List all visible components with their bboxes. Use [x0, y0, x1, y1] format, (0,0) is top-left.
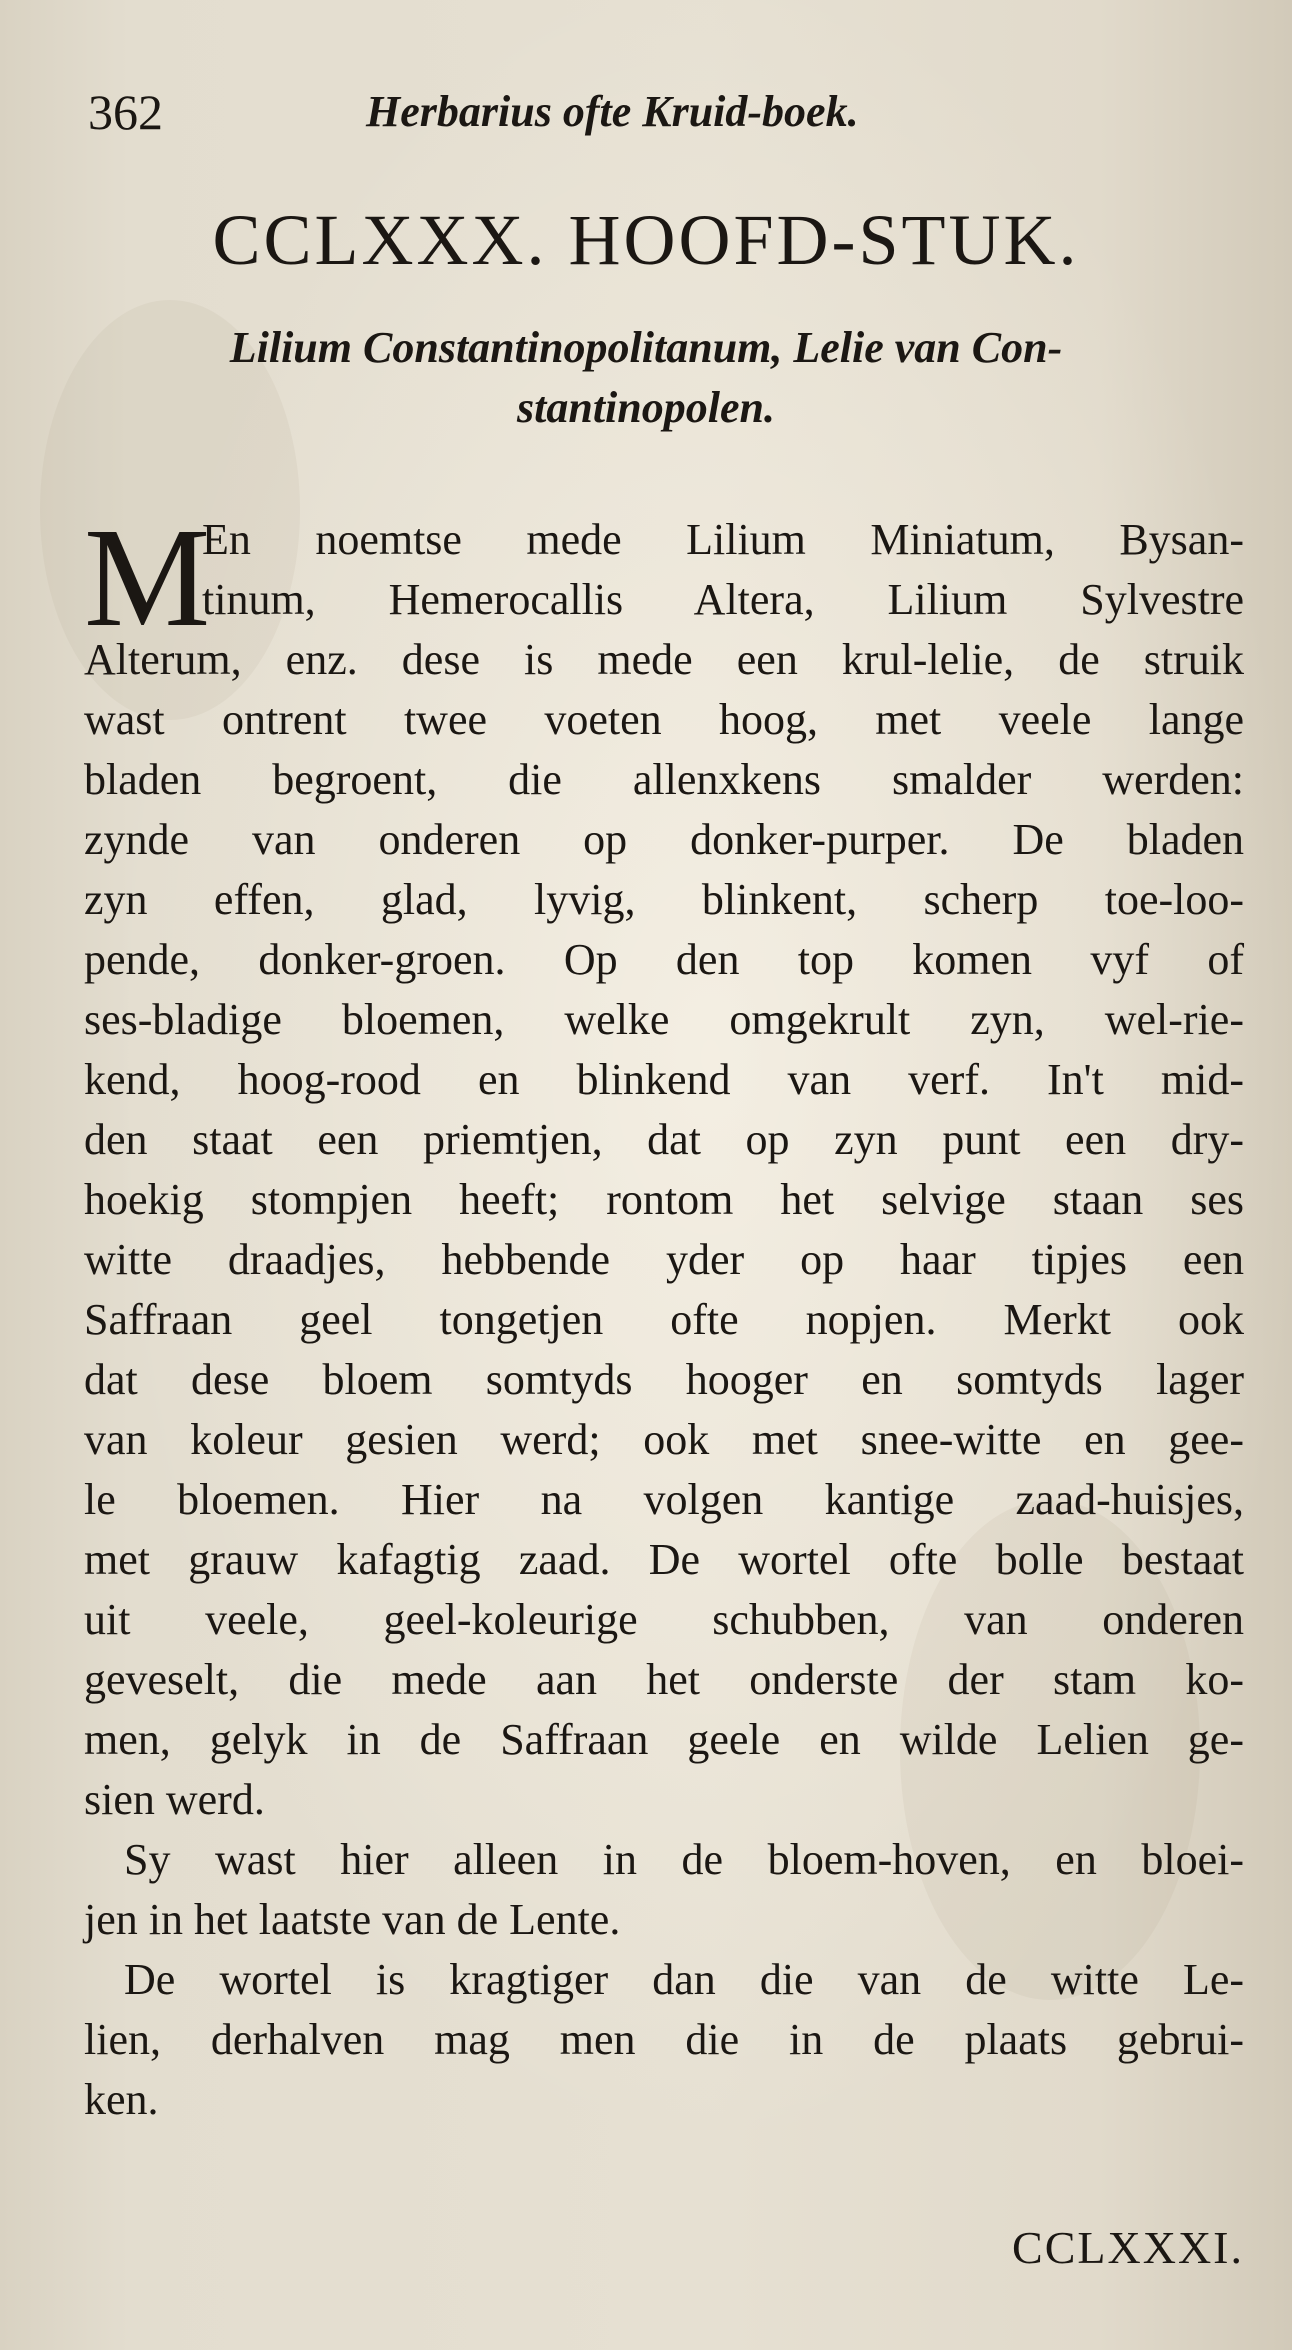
text-line: uit veele, geel-koleurige schubben, van onderen	[84, 1595, 1244, 1644]
text-line: En noemtse mede Lilium Miniatum, Bysan-	[202, 515, 1244, 564]
text-line: van koleur gesien werd; ook met snee-witte en gee-	[84, 1415, 1244, 1464]
text-line: den staat een priemtjen, dat op zyn punt een dry-	[84, 1115, 1244, 1164]
body-text	[84, 498, 1244, 2130]
text-line: witte draadjes, hebbende yder op haar tipjes een	[84, 1235, 1244, 1284]
text-line: De wortel is kragtiger dan die van de witte Le-	[124, 1955, 1244, 2004]
chapter-subtitle	[0, 318, 1292, 438]
text-line: jen in het laatste van de Lente.	[84, 1895, 621, 1944]
text-line: bladen begroent, die allenxkens smalder werden:	[84, 755, 1244, 804]
text-line: lien, derhalven mag men die in de plaats gebrui-	[84, 2015, 1244, 2064]
text-line: tinum, Hemerocallis Altera, Lilium Sylvestre	[202, 575, 1244, 624]
text-line: ses-bladige bloemen, welke omgekrult zyn, wel-rie-	[84, 995, 1244, 1044]
running-title: Herbarius ofte Kruid-boek.	[366, 87, 859, 136]
text-line: pende, donker-groen. Op den top komen vyf of	[84, 935, 1244, 984]
paragraph	[84, 1830, 1244, 1950]
drop-cap: M	[84, 498, 211, 656]
page-number: 362	[88, 84, 163, 140]
text-line: dat dese bloem somtyds hooger en somtyds lager	[84, 1355, 1244, 1404]
text-line: Saffraan geel tongetjen ofte nopjen. Merkt ook	[84, 1295, 1244, 1344]
text-line: ken.	[84, 2075, 159, 2124]
text-line: wast ontrent twee voeten hoog, met veele lange	[84, 695, 1244, 744]
catchword: CCLXXXI.	[1012, 2222, 1244, 2273]
subtitle-line: stantinopolen.	[517, 383, 775, 432]
paragraph	[84, 498, 1244, 1830]
text-line: men, gelyk in de Saffraan geele en wilde Lelien ge-	[84, 1715, 1244, 1764]
text-line: kend, hoog-rood en blinkend van verf. In't mid-	[84, 1055, 1244, 1104]
text-line: hoekig stompjen heeft; rontom het selvige staan ses	[84, 1175, 1244, 1224]
subtitle-line: Lilium Constantinopolitanum, Lelie van Con-	[229, 323, 1063, 372]
text-line: zynde van onderen op donker-purper. De bladen	[84, 815, 1244, 864]
page-header	[88, 80, 1008, 150]
text-line: sien werd.	[84, 1775, 265, 1824]
text-line: Sy wast hier alleen in de bloem-hoven, en bloei-	[124, 1835, 1244, 1884]
text-line: geveselt, die mede aan het onderste der stam ko-	[84, 1655, 1244, 1704]
text-line: le bloemen. Hier na volgen kantige zaad-huisjes,	[84, 1475, 1244, 1524]
text-line: Alterum, enz. dese is mede een krul-lelie, de struik	[84, 635, 1244, 684]
text-line: zyn effen, glad, lyvig, blinkent, scherp toe-loo-	[84, 875, 1244, 924]
paragraph	[84, 1950, 1244, 2130]
chapter-title: CCLXXX. HOOFD-STUK.	[212, 200, 1080, 280]
text-line: met grauw kafagtig zaad. De wortel ofte bolle bestaat	[84, 1535, 1244, 1584]
